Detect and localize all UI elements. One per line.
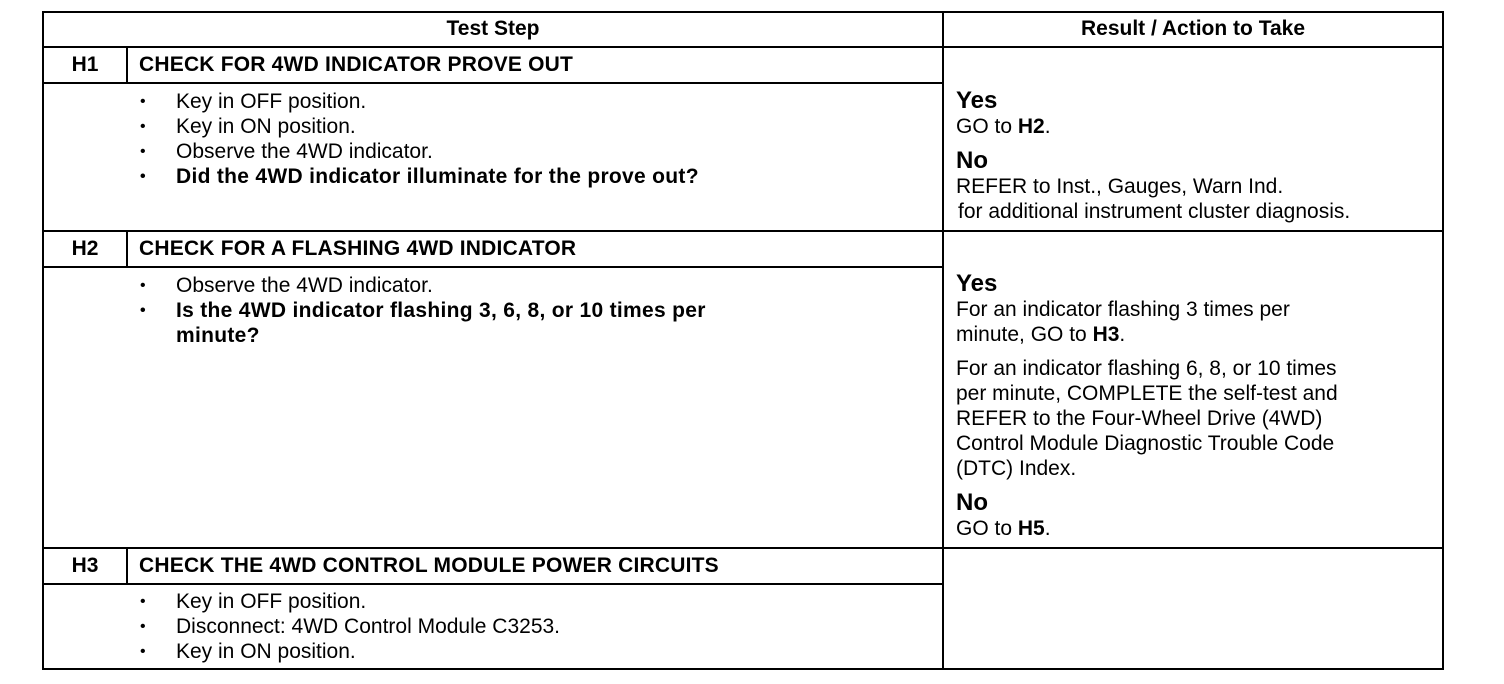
step-list-h3 xyxy=(138,589,560,664)
column-divider xyxy=(942,11,944,670)
step-item: • Key in ON position. xyxy=(138,114,699,139)
yes-action-line: For an indicator flashing 6, 8, or 10 times xyxy=(956,357,1337,380)
step-code-h2: H2 xyxy=(71,237,99,260)
title-divider-h3 xyxy=(42,583,944,585)
no-action-line: for additional instrument cluster diagnosis. xyxy=(958,200,1351,223)
yes-action-line: (DTC) Index. xyxy=(956,457,1077,480)
no-action: GO to H5. xyxy=(956,517,1051,540)
step-question: • Is the 4WD indicator flashing 3, 6, 8, or 10 times per minute? xyxy=(138,298,706,348)
step-question: • Did the 4WD indicator illuminate for the prove out? xyxy=(138,164,699,189)
step-item: • Observe the 4WD indicator. xyxy=(138,139,699,164)
step-item: • Key in OFF position. xyxy=(138,589,560,614)
step-item: • Key in OFF position. xyxy=(138,89,699,114)
yes-action: GO to H2. xyxy=(956,115,1051,138)
yes-action-line: minute, GO to H3. xyxy=(956,323,1126,346)
no-label: No xyxy=(956,147,988,174)
yes-action-line: per minute, COMPLETE the self-test and xyxy=(956,382,1338,405)
code-divider-h1 xyxy=(126,46,128,84)
step-code-h3: H3 xyxy=(71,554,99,577)
title-divider-h2 xyxy=(42,266,944,268)
step-title-h2: CHECK FOR A FLASHING 4WD INDICATOR xyxy=(139,237,577,260)
yes-action-line: REFER to the Four-Wheel Drive (4WD) xyxy=(956,407,1323,430)
yes-label: Yes xyxy=(956,270,998,297)
step-title-h3: CHECK THE 4WD CONTROL MODULE POWER CIRCUITS xyxy=(139,554,719,577)
step-list-h1 xyxy=(138,89,699,189)
code-divider-h3 xyxy=(126,547,128,585)
code-divider-h2 xyxy=(126,230,128,268)
step-item: • Key in ON position. xyxy=(138,639,560,664)
yes-label: Yes xyxy=(956,87,998,114)
result-h1 xyxy=(956,88,1350,224)
step-ref: H5 xyxy=(1017,517,1045,540)
step-title-h1: CHECK FOR 4WD INDICATOR PROVE OUT xyxy=(139,53,574,76)
step-ref: H3 xyxy=(1092,323,1120,346)
step-item: • Observe the 4WD indicator. xyxy=(138,273,706,298)
no-label: No xyxy=(956,489,988,516)
result-h2 xyxy=(956,271,1338,541)
step-ref: H2 xyxy=(1017,115,1045,138)
step-item: • Disconnect: 4WD Control Module C3253. xyxy=(138,614,560,639)
yes-action-line: For an indicator flashing 3 times per xyxy=(956,298,1290,321)
yes-action-line: Control Module Diagnostic Trouble Code xyxy=(956,432,1335,455)
title-divider-h1 xyxy=(42,82,944,84)
header-test-step: Test Step xyxy=(446,17,540,40)
step-list-h2 xyxy=(138,273,706,348)
header-result-action: Result / Action to Take xyxy=(1080,17,1306,40)
no-action-line: REFER to Inst., Gauges, Warn Ind. xyxy=(956,175,1284,198)
step-code-h1: H1 xyxy=(71,53,99,76)
